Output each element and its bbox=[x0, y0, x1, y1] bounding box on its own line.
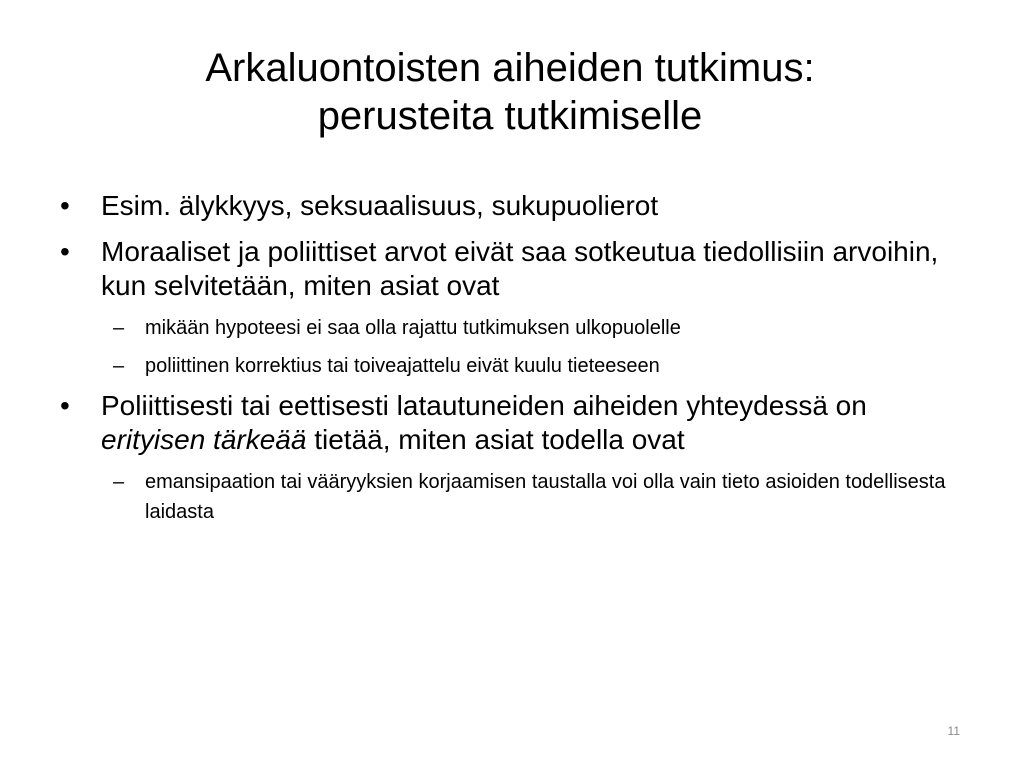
bullet-text: Esim. älykkyys, seksuaalisuus, sukupuolierot bbox=[101, 190, 659, 221]
bullet-item bbox=[60, 389, 975, 457]
title-line-1: Arkaluontoisten aiheiden tutkimus: bbox=[205, 46, 815, 90]
sub-bullet-item bbox=[60, 313, 975, 343]
bullet-item bbox=[60, 235, 975, 303]
emphasized-text: erityisen tärkeää bbox=[101, 424, 307, 455]
sub-bullet-item bbox=[60, 467, 975, 527]
sub-bullet-item bbox=[60, 351, 975, 381]
dash-icon: – bbox=[113, 471, 125, 493]
dash-icon: – bbox=[113, 355, 125, 377]
bullet-text bbox=[101, 390, 867, 455]
dash-icon: – bbox=[113, 317, 125, 339]
bullet-text-part: Poliittisesti tai eettisesti latautuneiden aiheiden yhteydessä on bbox=[101, 390, 867, 421]
sub-bullet-text: emansipaation tai vääryyksien korjaamisen taustalla voi olla vain tieto asioiden todellisesta laidasta bbox=[145, 471, 946, 523]
bullet-list bbox=[60, 189, 975, 535]
sub-bullet-text: poliittinen korrektius tai toiveajattelu eivät kuulu tieteeseen bbox=[145, 355, 660, 377]
title-line-2: perusteita tutkimiselle bbox=[317, 94, 703, 138]
bullet-text: Moraaliset ja poliittiset arvot eivät saa sotkeutua tiedollisiin arvoihin, kun selvitetään, miten asiat ovat bbox=[101, 236, 939, 301]
bullet-icon: • bbox=[60, 236, 70, 267]
page-number: 11 bbox=[947, 724, 960, 738]
bullet-icon: • bbox=[60, 190, 70, 221]
bullet-icon: • bbox=[60, 390, 70, 421]
bullet-item bbox=[60, 189, 975, 223]
bullet-text-part: tietää, miten asiat todella ovat bbox=[306, 424, 685, 455]
slide-title bbox=[100, 44, 920, 140]
sub-bullet-text: mikään hypoteesi ei saa olla rajattu tutkimuksen ulkopuolelle bbox=[145, 317, 681, 339]
